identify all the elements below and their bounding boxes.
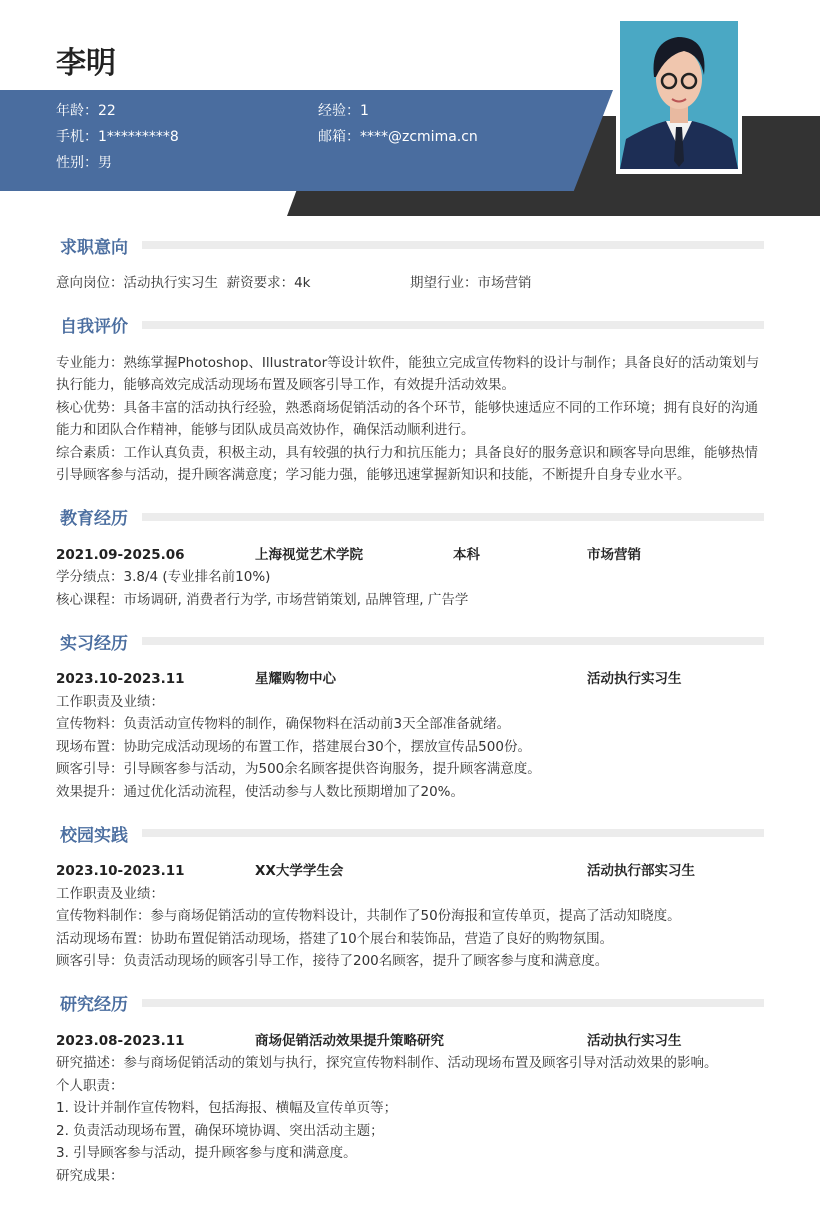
org: 星耀购物中心 [255, 671, 336, 687]
school: 上海视觉艺术学院 [255, 546, 363, 563]
line: 工作职责及业绩： [56, 885, 164, 902]
line: 现场布置：协助完成活动现场的布置工作，搭建展台30个，摆放宣传品500份。 [56, 738, 531, 755]
role: 活动执行实习生 [587, 1032, 682, 1049]
date: 2023.10-2023.11 [56, 863, 185, 879]
line: 宣传物料制作：参与商场促销活动的宣传物料设计，共制作了50份海报和宣传单页，提高了活动知晓度。 [56, 908, 681, 924]
line: 工作职责及业绩： [56, 693, 164, 710]
line: 1. 设计并制作宣传物料，包括海报、横幅及宣传单页等； [56, 1100, 398, 1116]
email: 邮箱：****@zcmima.cn [318, 129, 478, 145]
section-research [56, 991, 764, 1188]
line: 3. 引导顾客参与活动，提升顾客参与度和满意度。 [56, 1145, 357, 1161]
age: 年龄：22 [56, 103, 116, 119]
section-title: 自我评价 [60, 317, 128, 337]
industry: 期望行业：市场营销 [410, 275, 532, 291]
section-title: 校园实践 [60, 825, 128, 846]
line: 宣传物料：负责活动宣传物料的制作，确保物料在活动前3天全部准备就绪。 [56, 716, 511, 732]
line: 研究描述：参与商场促销活动的策划与执行，探究宣传物料制作、活动现场布置及顾客引导对活动效果的影响。 [56, 1055, 718, 1071]
role: 活动执行实习生 [587, 671, 682, 687]
line: 顾客引导：引导顾客参与活动，为500余名顾客提供咨询服务，提升顾客满意度。 [56, 761, 541, 777]
phone: 手机：1*********8 [56, 129, 179, 145]
line: 核心课程：市场调研, 消费者行为学, 市场营销策划, 品牌管理, 广告学 [56, 591, 469, 608]
section-education [56, 505, 764, 612]
line: 个人职责： [56, 1077, 124, 1094]
line: 效果提升：通过优化活动流程，使活动参与人数比预期增加了20%。 [56, 783, 465, 800]
gender: 性别：男 [56, 155, 112, 171]
section-title: 研究经历 [60, 995, 128, 1015]
org: 商场促销活动效果提升策略研究 [255, 1032, 444, 1049]
candidate-name: 李明 [56, 46, 116, 81]
line: 学分绩点：3.8/4 (专业排名前10%) [56, 569, 271, 585]
profile-photo [616, 18, 742, 174]
major: 市场营销 [587, 546, 641, 563]
line: 顾客引导：负责活动现场的顾客引导工作，接待了200名顾客，提升了顾客参与度和满意度。 [56, 953, 609, 969]
experience: 经验：1 [318, 103, 369, 119]
section-internship [56, 629, 764, 803]
section-title: 教育经历 [60, 509, 128, 529]
paragraph: 综合素质：工作认真负责，积极主动，具有较强的执行力和抗压能力；具备良好的服务意识和顾客导向思维，能够热情引导顾客参与活动，提升顾客满意度；学习能力强，能够迅速掌握新知识和技能，不断提升自身专业水平。 [56, 444, 758, 483]
section-campus [56, 821, 764, 973]
section-title: 求职意向 [60, 237, 128, 258]
date: 2023.08-2023.11 [56, 1032, 185, 1049]
paragraph: 核心优势：具备丰富的活动执行经验，熟悉商场促销活动的各个环节，能够快速适应不同的工作环境；拥有良好的沟通能力和团队合作精神，能够与团队成员高效协作，确保活动顺利进行。 [56, 399, 758, 438]
role: 活动执行部实习生 [587, 863, 695, 879]
section-self [56, 313, 764, 487]
degree: 本科 [453, 546, 480, 563]
date: 2023.10-2023.11 [56, 671, 185, 687]
section-title: 实习经历 [60, 633, 128, 654]
date: 2021.09-2025.06 [56, 546, 185, 563]
intended-position: 意向岗位：活动执行实习生 [56, 275, 218, 291]
section-intent [56, 233, 764, 295]
salary: 薪资要求：4k [226, 275, 311, 291]
org: XX大学学生会 [255, 863, 344, 879]
line: 活动现场布置：协助布置促销活动现场，搭建了10个展台和装饰品，营造了良好的购物氛围。 [56, 930, 614, 947]
line: 2. 负责活动现场布置，确保环境协调、突出活动主题； [56, 1122, 384, 1139]
paragraph: 专业能力：熟练掌握Photoshop、Illustrator等设计软件，能独立完成宣传物料的设计与制作；具备良好的活动策划与执行能力，能够高效完成活动现场布置及顾客引导工作，有效提升活动效果。 [56, 354, 760, 393]
line: 研究成果： [56, 1167, 124, 1184]
